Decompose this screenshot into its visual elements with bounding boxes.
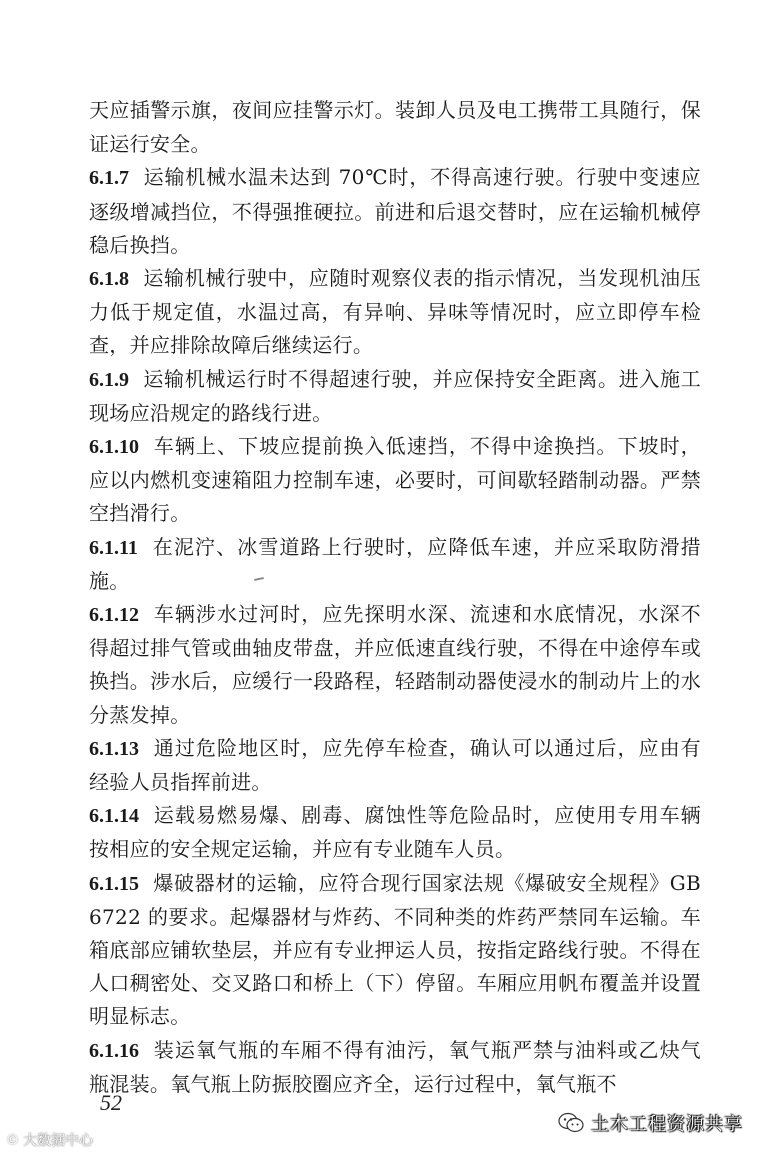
watermark-left-text: 大数据中心 xyxy=(23,1133,93,1149)
clause-6-1-7 xyxy=(89,161,701,262)
clause-number: 6.1.9 xyxy=(89,368,129,391)
clause-6-1-15 xyxy=(89,867,701,1034)
clause-text: 天应插警示旗，夜间应挂警示灯。装卸人员及电工携带工具随行，保证运行安全。 xyxy=(89,98,701,157)
document-body xyxy=(89,94,701,1101)
clause-text: 运输机械水温未达到 70℃时，不得高速行驶。行驶中变速应逐级增减挡位，不得强推硬拉。前进和后退交替时，应在运输机械停稳后换挡。 xyxy=(89,165,701,257)
clause-text: 车辆涉水过河时，应先探明水深、流速和水底情况，水深不得超过排气管或曲轴皮带盘，并应低速直线行驶，不得在中途停车或换挡。涉水后，应缓行一段路程，轻踏制动器使浸水的制动片上的水分蒸发掉。 xyxy=(89,602,701,727)
clause-text: 运输机械行驶中，应随时观察仪表的指示情况，当发现机油压力低于规定值，水温过高，有异响、异味等情况时，应立即停车检查，并应排除故障后继续运行。 xyxy=(89,266,701,358)
clause-text: 装运氧气瓶的车厢不得有油污，氧气瓶严禁与油料或乙炔气瓶混装。氧气瓶上防振胶圈应齐全，运行过程中，氧气瓶不 xyxy=(89,1037,701,1096)
clause-6-1-12 xyxy=(89,598,701,732)
clause-6-1-13 xyxy=(89,732,701,799)
clause-number: 6.1.15 xyxy=(89,872,139,895)
clause-number: 6.1.12 xyxy=(89,604,139,627)
watermark-right xyxy=(557,1110,743,1136)
clause-6-1-11 xyxy=(89,531,701,598)
page-number: 52 xyxy=(100,1090,122,1115)
clause-6-1-16 xyxy=(89,1034,701,1101)
clause-number: 6.1.8 xyxy=(89,268,129,291)
clause-number: 6.1.13 xyxy=(89,737,139,760)
clause-text: 通过危险地区时，应先停车检查，确认可以通过后，应由有经验人员指挥前进。 xyxy=(89,735,701,795)
clause-text: 在泥泞、冰雪道路上行驶时，应降低车速，并应采取防滑措施。 xyxy=(89,534,701,593)
paragraph-continued xyxy=(89,94,701,161)
wechat-icon xyxy=(557,1111,585,1135)
clause-6-1-8 xyxy=(89,262,701,363)
clause-text: 车辆上、下坡应提前换入低速挡，不得中途换挡。下坡时，应以内燃机变速箱阻力控制车速，必要时，可间歇轻踏制动器。严禁空挡滑行。 xyxy=(89,434,701,526)
clause-6-1-14 xyxy=(89,799,701,866)
watermark-left xyxy=(6,1130,93,1150)
watermark-right-text: 土木工程资源共享 xyxy=(591,1114,743,1135)
clause-text: 爆破器材的运输，应符合现行国家法规《爆破安全规程》GB 6722 的要求。起爆器材与炸药、不同种类的炸药严禁同车运输。车箱底部应铺软垫层，并应有专业押运人员，按指定路线行驶。不得在人口稠密处、交叉路口和桥上（下）停留。车厢应用帆布覆盖并设置明显标志。 xyxy=(89,870,701,1029)
clause-text: 运输机械运行时不得超速行驶，并应保持安全距离。进入施工现场应沿规定的路线行进。 xyxy=(89,366,701,425)
clause-number: 6.1.7 xyxy=(89,167,129,190)
clause-text: 运载易燃易爆、剧毒、腐蚀性等危险品时，应使用专用车辆按相应的安全规定运输，并应有专业随车人员。 xyxy=(89,803,701,862)
clause-number: 6.1.11 xyxy=(89,536,138,559)
copyright-icon: © xyxy=(6,1132,19,1148)
clause-number: 6.1.10 xyxy=(89,436,139,459)
clause-number: 6.1.16 xyxy=(89,1039,139,1062)
clause-6-1-9 xyxy=(89,363,701,430)
clause-number: 6.1.14 xyxy=(89,805,139,828)
clause-6-1-10 xyxy=(89,430,701,531)
